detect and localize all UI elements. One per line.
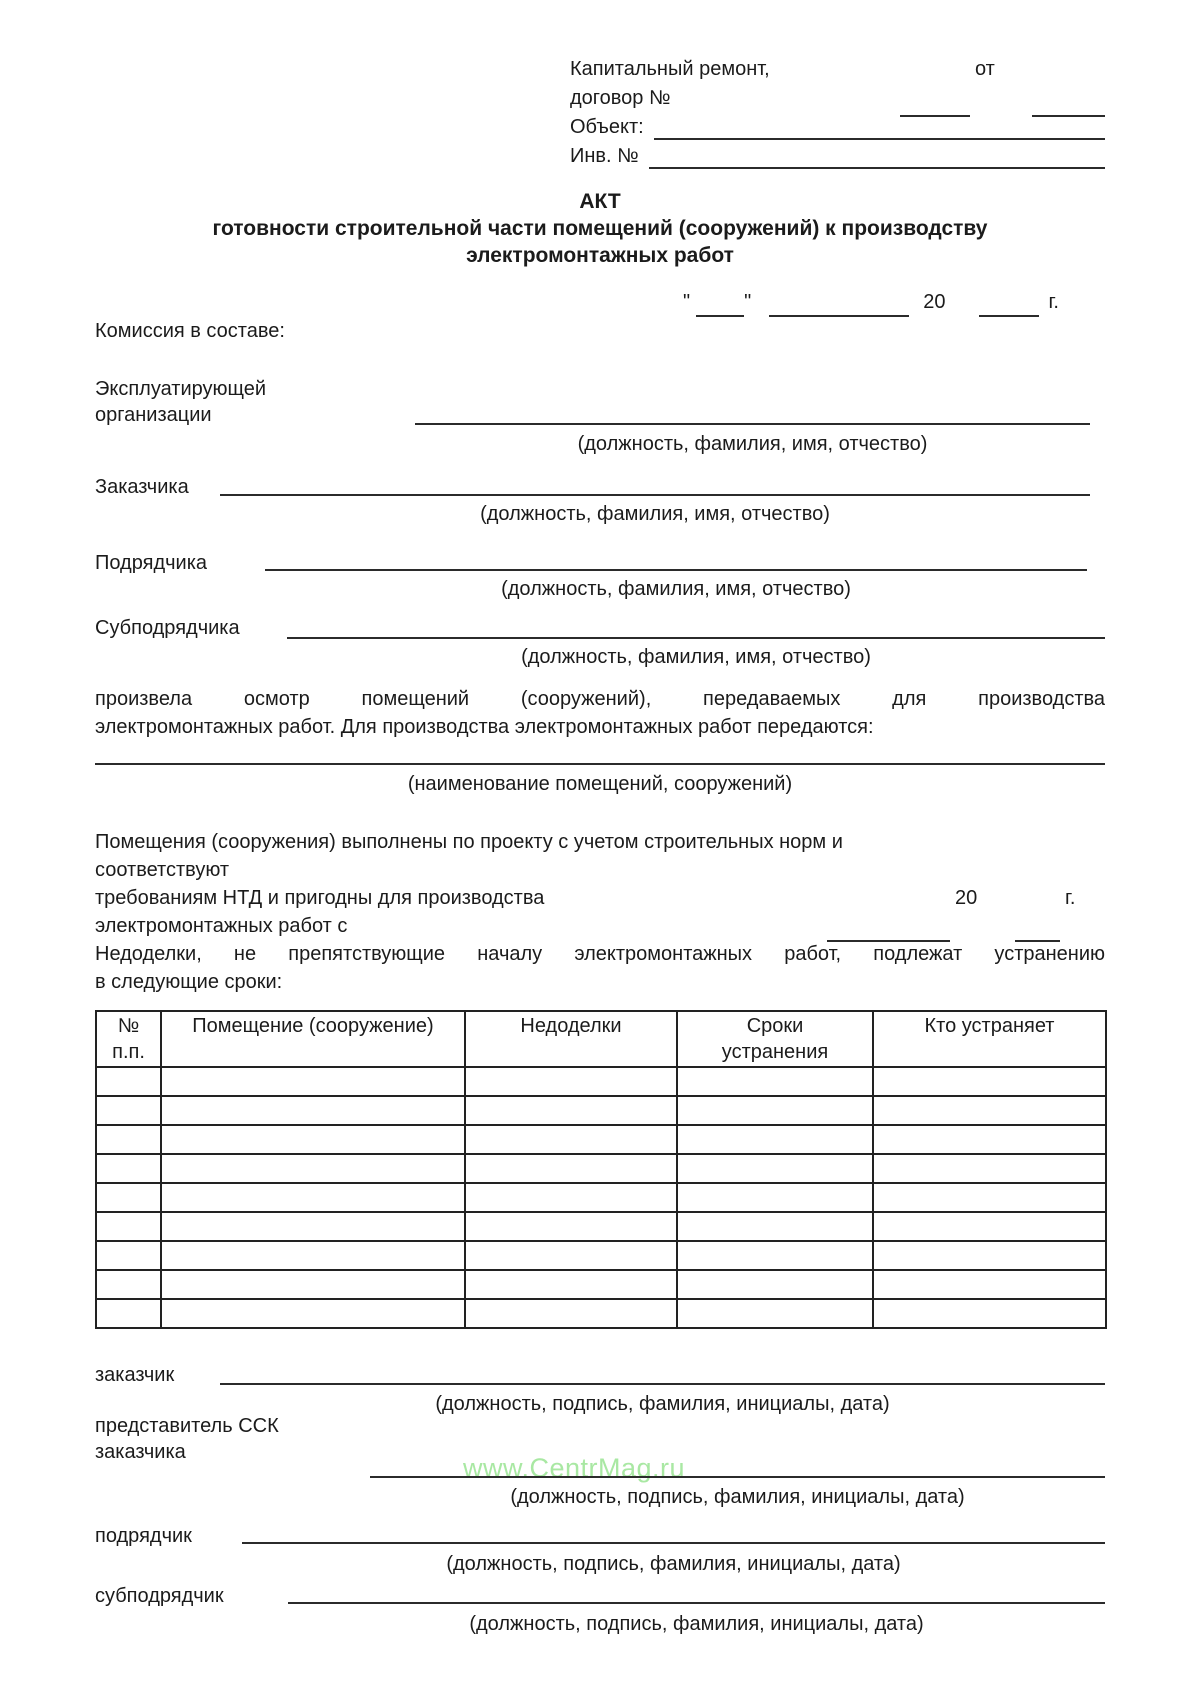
table-cell[interactable] (465, 1241, 677, 1270)
table-cell[interactable] (161, 1241, 465, 1270)
object-label: Объект: (570, 116, 644, 138)
document-subtitle: готовности строительной части помещений (сооружений) к производству электромонтажных работ (212, 217, 988, 267)
inventory-number-field[interactable] (649, 167, 1105, 169)
header-row-object (570, 113, 1105, 142)
header-row-repair (570, 55, 1105, 84)
defects-line-1: Недоделки, не препятствующие началу электромонтажных работ, подлежат устранению (95, 943, 1105, 965)
from-label: от (975, 58, 995, 80)
table-cell[interactable] (161, 1183, 465, 1212)
document-title: АКТ (579, 190, 621, 213)
member-label: Субподрядчика (95, 617, 240, 639)
table-header-col-4: Кто устраняет (873, 1011, 1106, 1067)
table-header-col-0: № п.п. (96, 1011, 161, 1067)
quote-close: " (744, 291, 752, 313)
member-label: Эксплуатирующей организации (95, 378, 267, 426)
table-cell[interactable] (96, 1067, 161, 1096)
table-cell[interactable] (465, 1096, 677, 1125)
table-cell[interactable] (873, 1299, 1106, 1328)
readiness-line-1: Помещения (сооружения) выполнены по проекту с учетом строительных норм и (95, 831, 843, 853)
member-name-field[interactable] (287, 637, 1105, 639)
header-block (570, 55, 1105, 171)
watermark: www.CentrMag.ru (463, 1453, 686, 1483)
table-row (96, 1212, 1106, 1241)
table-cell[interactable] (677, 1212, 873, 1241)
readiness-paragraph (95, 828, 1105, 996)
table-cell[interactable] (96, 1270, 161, 1299)
contract-label: договор № (570, 87, 671, 109)
table-cell[interactable] (677, 1183, 873, 1212)
table-cell[interactable] (96, 1299, 161, 1328)
table-cell[interactable] (465, 1183, 677, 1212)
table-row (96, 1154, 1106, 1183)
table-cell[interactable] (96, 1241, 161, 1270)
inspection-line-2: электромонтажных работ. Для производства электромонтажных работ передаются: (95, 716, 874, 738)
repair-type-label: Капитальный ремонт, (570, 58, 770, 80)
header-row-inventory (570, 142, 1105, 171)
table-cell[interactable] (161, 1096, 465, 1125)
table-cell[interactable] (465, 1154, 677, 1183)
table-cell[interactable] (677, 1241, 873, 1270)
table-cell[interactable] (465, 1067, 677, 1096)
table-cell[interactable] (677, 1125, 873, 1154)
ready-year-century: 20 (955, 887, 978, 909)
year-century: 20 (923, 291, 946, 313)
signature-caption: (должность, подпись, фамилия, инициалы, дата) (435, 1393, 890, 1415)
table-cell[interactable] (873, 1096, 1106, 1125)
table-cell[interactable] (96, 1125, 161, 1154)
object-field[interactable] (654, 138, 1105, 140)
member-name-field[interactable] (415, 423, 1090, 425)
signature-label: подрядчик (95, 1525, 192, 1547)
table-cell[interactable] (465, 1270, 677, 1299)
quote-open: " (683, 291, 691, 313)
table-cell[interactable] (873, 1067, 1106, 1096)
member-label: Заказчика (95, 476, 189, 498)
signature-field[interactable] (242, 1542, 1105, 1544)
readiness-line-3 (95, 884, 1105, 912)
year-field[interactable] (979, 315, 1039, 317)
premises-caption: (наименование помещений, сооружений) (407, 773, 793, 795)
readiness-line-2: соответствуют (95, 859, 230, 881)
table-row (96, 1125, 1106, 1154)
year-suffix: г. (1048, 291, 1059, 313)
signature-field[interactable] (288, 1602, 1105, 1604)
table-cell[interactable] (96, 1096, 161, 1125)
inspection-paragraph (95, 685, 1105, 741)
table-header-col-3: Сроки устранения (677, 1011, 873, 1067)
table-header-col-1: Помещение (сооружение) (161, 1011, 465, 1067)
member-caption: (должность, фамилия, имя, отчество) (480, 503, 830, 525)
member-name-field[interactable] (265, 569, 1087, 571)
signature-caption: (должность, подпись, фамилия, инициалы, дата) (469, 1613, 924, 1635)
table-cell[interactable] (677, 1270, 873, 1299)
table-cell[interactable] (873, 1241, 1106, 1270)
table-cell[interactable] (873, 1125, 1106, 1154)
premises-names-field[interactable] (95, 763, 1105, 765)
table-cell[interactable] (677, 1154, 873, 1183)
table-row (96, 1270, 1106, 1299)
table-cell[interactable] (96, 1183, 161, 1212)
ready-year-suffix: г. (1065, 887, 1076, 909)
readiness-line-4-text: электромонтажных работ с (95, 915, 348, 937)
table-cell[interactable] (96, 1212, 161, 1241)
inventory-label: Инв. № (570, 145, 639, 167)
signature-caption: (должность, подпись, фамилия, инициалы, дата) (446, 1553, 901, 1575)
member-label: Подрядчика (95, 552, 208, 574)
table-cell[interactable] (677, 1067, 873, 1096)
table-cell[interactable] (161, 1212, 465, 1241)
signature-label: субподрядчик (95, 1585, 224, 1607)
table-row (96, 1067, 1106, 1096)
member-name-field[interactable] (220, 494, 1090, 496)
commission-heading: Комиссия в составе: (95, 320, 285, 342)
table-cell[interactable] (465, 1212, 677, 1241)
month-field[interactable] (769, 315, 909, 317)
table-cell[interactable] (873, 1212, 1106, 1241)
member-caption: (должность, фамилия, имя, отчество) (501, 578, 851, 600)
inspection-line-1: произвела осмотр помещений (сооружений), передаваемых для производства (95, 688, 1105, 710)
title-block (95, 188, 1105, 269)
defects-table-header-row (96, 1011, 1106, 1067)
header-row-contract (570, 84, 1105, 113)
readiness-line-3-text: требованиям НТД и пригодны для производства (95, 887, 545, 909)
date-line (683, 286, 1059, 316)
table-header-col-2: Недоделки (465, 1011, 677, 1067)
signature-caption: (должность, подпись, фамилия, инициалы, дата) (510, 1486, 965, 1508)
table-cell[interactable] (161, 1125, 465, 1154)
member-caption: (должность, фамилия, имя, отчество) (577, 433, 928, 455)
table-cell[interactable] (873, 1183, 1106, 1212)
signature-field[interactable] (220, 1383, 1105, 1385)
table-cell[interactable] (161, 1154, 465, 1183)
readiness-line-4 (95, 912, 1105, 940)
table-row (96, 1299, 1106, 1328)
table-cell[interactable] (465, 1299, 677, 1328)
day-field[interactable] (696, 315, 744, 317)
table-cell[interactable] (161, 1270, 465, 1299)
table-cell[interactable] (677, 1096, 873, 1125)
table-cell[interactable] (161, 1067, 465, 1096)
signature-field[interactable] (370, 1476, 1105, 1478)
signature-label: заказчик (95, 1364, 175, 1386)
table-cell[interactable] (873, 1154, 1106, 1183)
defects-line-2: в следующие сроки: (95, 971, 283, 993)
table-row (96, 1241, 1106, 1270)
table-row (96, 1183, 1106, 1212)
defects-table-body (96, 1067, 1106, 1328)
table-cell[interactable] (161, 1299, 465, 1328)
signature-label: представитель ССК заказчика (95, 1415, 279, 1463)
table-row (96, 1096, 1106, 1125)
table-cell[interactable] (873, 1270, 1106, 1299)
table-cell[interactable] (677, 1299, 873, 1328)
table-cell[interactable] (96, 1154, 161, 1183)
member-caption: (должность, фамилия, имя, отчество) (521, 646, 871, 668)
defects-table (95, 1010, 1107, 1329)
table-cell[interactable] (465, 1125, 677, 1154)
